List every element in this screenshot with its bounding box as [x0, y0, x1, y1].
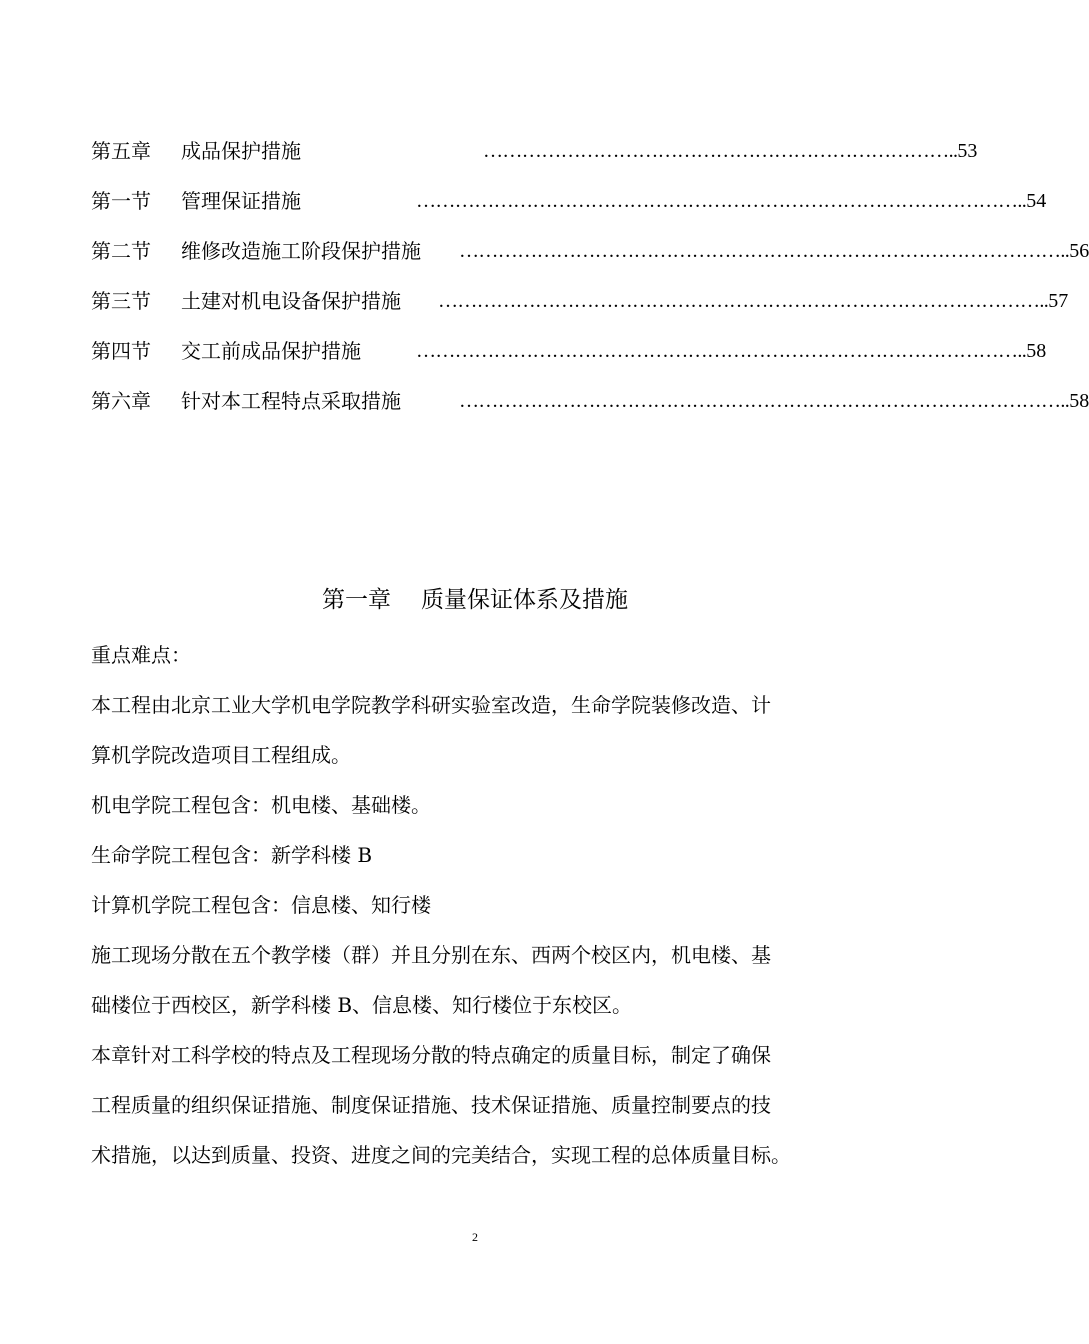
toc-entry-title: 土建对机电设备保护措施	[181, 289, 401, 313]
toc-entry[interactable]	[91, 283, 1069, 333]
toc-entry-number: 第二节	[91, 239, 151, 263]
toc-entry-title: 针对本工程特点采取措施	[181, 389, 401, 413]
chapter-number: 第一章	[322, 587, 391, 613]
toc-dot-leader: …………………………………………………………………………………..	[438, 290, 1049, 312]
chapter-heading	[0, 580, 950, 620]
toc-entry-title: 管理保证措施	[181, 189, 301, 213]
toc-entry[interactable]	[91, 233, 1089, 283]
toc-entry-page: 53	[957, 140, 978, 162]
toc-dot-leader: ………………………………………………………………..	[483, 140, 958, 162]
toc-entry-title: 成品保护措施	[181, 139, 301, 163]
toc-entry[interactable]	[91, 383, 1089, 433]
body-line: 生命学院工程包含：新学科楼 B	[91, 843, 373, 867]
toc-entry[interactable]	[91, 333, 1047, 383]
toc-dot-leader: …………………………………………………………………………………..	[416, 190, 1027, 212]
body-line: 本章针对工科学校的特点及工程现场分散的特点确定的质量目标，制定了确保	[91, 1043, 771, 1067]
section-label-key-difficulties: 重点难点：	[91, 643, 191, 667]
toc-entry-leader	[416, 183, 1047, 219]
body-line: 础楼位于西校区，新学科楼 B、信息楼、知行楼位于东校区。	[91, 993, 633, 1017]
toc-entry-page: 58	[1026, 340, 1047, 362]
chapter-title: 质量保证体系及措施	[421, 587, 628, 613]
body-text	[91, 630, 871, 1180]
toc-entry-page: 56	[1069, 240, 1089, 262]
body-line: 算机学院改造项目工程组成。	[91, 743, 351, 767]
toc-entry-page: 58	[1069, 390, 1089, 412]
body-line: 本工程由北京工业大学机电学院教学科研实验室改造，生命学院装修改造、计	[91, 693, 771, 717]
body-line: 机电学院工程包含：机电楼、基础楼。	[91, 793, 431, 817]
toc-entry-page: 54	[1026, 190, 1047, 212]
toc-dot-leader: …………………………………………………………………………………..	[416, 340, 1027, 362]
toc-entry-title: 交工前成品保护措施	[181, 339, 361, 363]
body-line: 计算机学院工程包含：信息楼、知行楼	[91, 893, 431, 917]
toc-entry-number: 第三节	[91, 289, 151, 313]
toc-entry-number: 第四节	[91, 339, 151, 363]
toc-dot-leader: …………………………………………………………………………………..	[459, 240, 1070, 262]
toc-entry[interactable]	[91, 183, 1047, 233]
body-line: 工程质量的组织保证措施、制度保证措施、技术保证措施、质量控制要点的技	[91, 1093, 771, 1117]
toc-entry-leader	[438, 283, 1069, 319]
toc-entry[interactable]	[91, 133, 978, 183]
body-line: 术措施，以达到质量、投资、进度之间的完美结合，实现工程的总体质量目标。	[91, 1143, 791, 1167]
toc-entry-leader	[483, 133, 978, 169]
toc-entry-leader	[416, 333, 1047, 369]
toc-entry-number: 第五章	[91, 139, 151, 163]
table-of-contents	[91, 133, 1089, 433]
toc-dot-leader: …………………………………………………………………………………..	[459, 390, 1070, 412]
body-line: 施工现场分散在五个教学楼（群）并且分别在东、西两个校区内，机电楼、基	[91, 943, 771, 967]
toc-entry-number: 第六章	[91, 389, 151, 413]
toc-entry-page: 57	[1048, 290, 1069, 312]
toc-entry-title: 维修改造施工阶段保护措施	[181, 239, 421, 263]
toc-entry-leader	[459, 383, 1089, 419]
page-number: 2	[472, 1230, 478, 1244]
toc-entry-number: 第一节	[91, 189, 151, 213]
toc-entry-leader	[459, 233, 1089, 269]
